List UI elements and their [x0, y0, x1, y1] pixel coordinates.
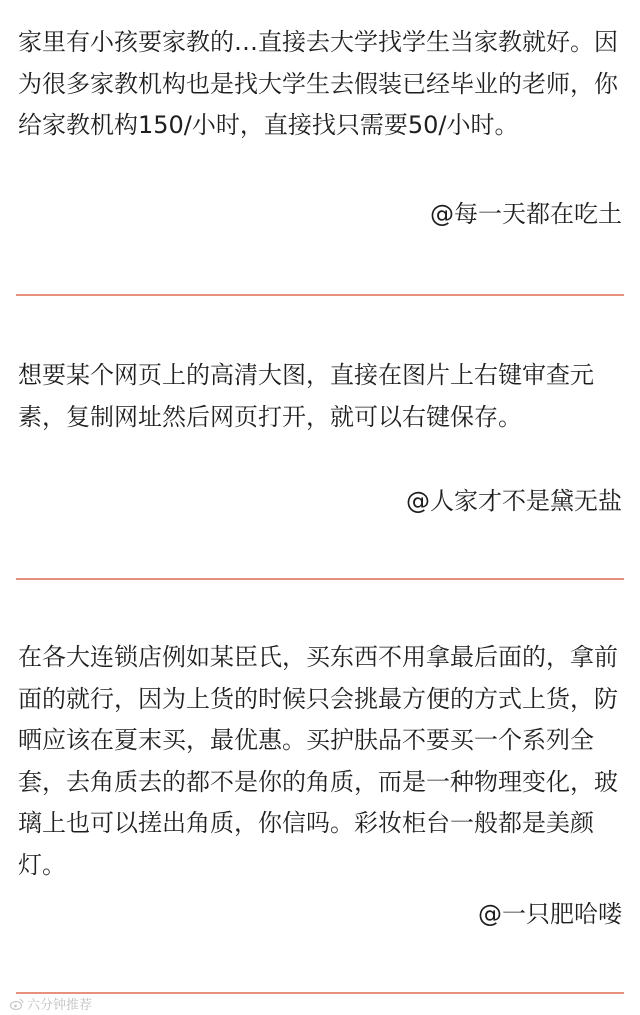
weibo-icon: [10, 998, 24, 1010]
divider: [16, 992, 624, 994]
post-text: 在各大连锁店例如某臣氏，买东西不用拿最后面的，拿前面的就行，因为上货的时候只会挑最方便的方式上货，防晒应该在夏末买，最优惠。买护肤品不要买一个系列全套，去角质去的都不是你的角质，而是一种物理变化，玻璃上也可以搓出角质，你信吗。彩妆柜台一般都是美颜灯。: [18, 643, 618, 879]
post-author[interactable]: @人家才不是黛无盐: [406, 487, 622, 515]
post-text: 想要某个网页上的高清大图，直接在图片上右键审查元素，复制网址然后网页打开，就可以右键保存。: [18, 361, 594, 431]
post-author[interactable]: @每一天都在吃土: [430, 200, 622, 228]
divider: [16, 294, 624, 296]
post-2: [0, 300, 640, 580]
watermark-text: 六分钟推荐: [27, 998, 93, 1013]
post-1: [0, 0, 640, 300]
post-3: [0, 580, 640, 990]
watermark: [10, 994, 92, 1013]
post-text: 家里有小孩要家教的…直接去大学找学生当家教就好。因为很多家教机构也是找大学生去假装已经毕业的老师，你给家教机构150/小时，直接找只需要50/小时。: [18, 28, 618, 139]
post-author[interactable]: @一只肥哈喽: [478, 900, 622, 928]
